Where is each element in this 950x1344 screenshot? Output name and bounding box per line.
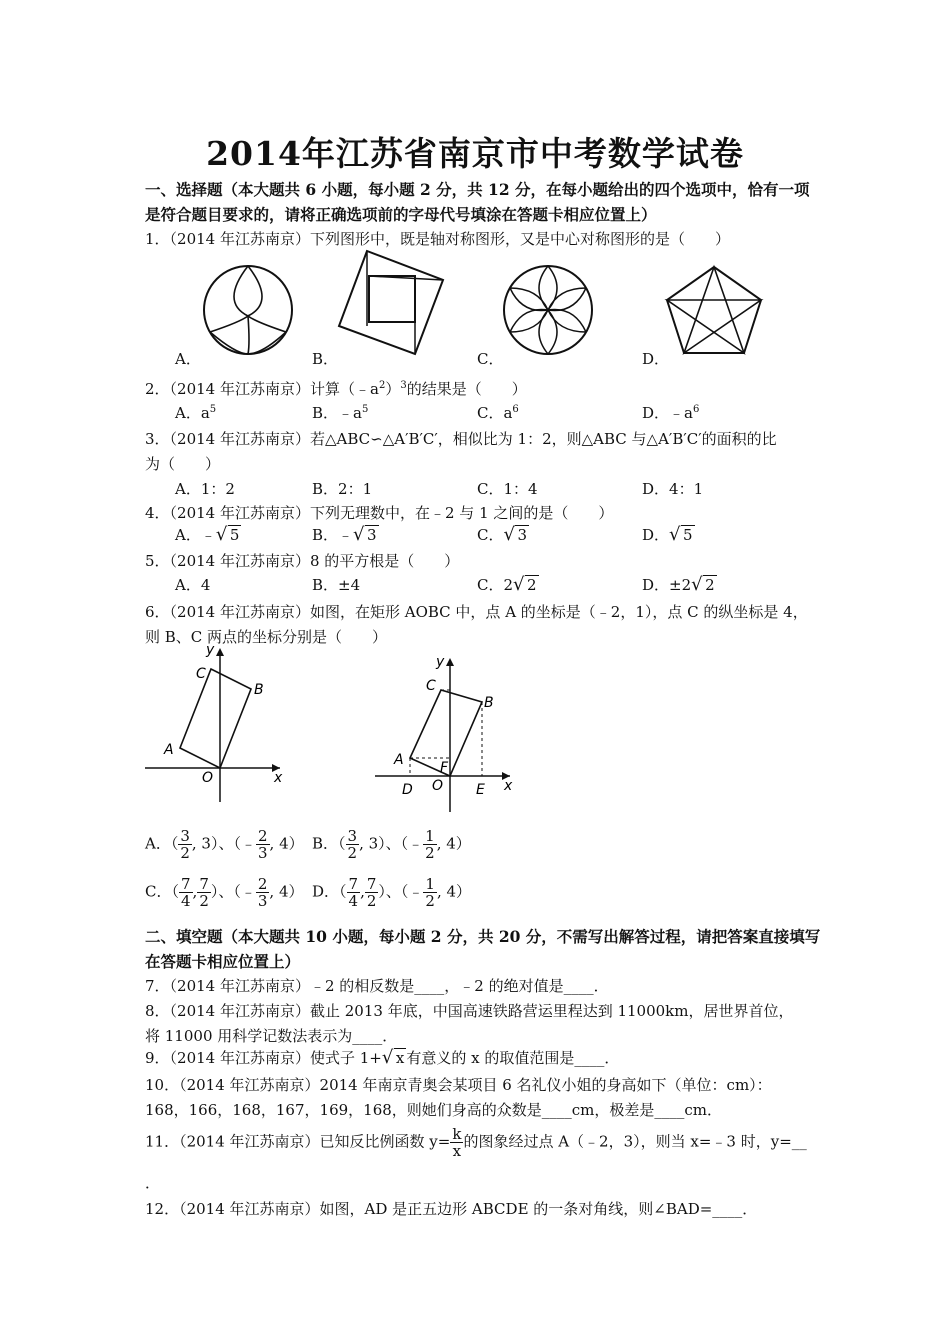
page-title: 2014年江苏省南京市中考数学试卷 bbox=[206, 134, 744, 173]
q10-stem-line1: 10．（2014 年江苏南京）2014 年南京青奥会某项目 6 名礼仪小姐的身高如下（单位：cm）： bbox=[145, 1076, 772, 1094]
q8-stem-line1: 8．（2014 年江苏南京）截止 2013 年底，中国高速铁路营运里程达到 11000km，居世界首位， bbox=[145, 1002, 794, 1020]
q11-stem-line2: ． bbox=[145, 1174, 161, 1192]
q1-figure-a bbox=[200, 262, 300, 362]
q2-option-c[interactable]: C．$a^6$ bbox=[477, 404, 519, 422]
q1-option-b[interactable]: B． bbox=[312, 350, 339, 368]
fig2-label-f: F bbox=[440, 760, 449, 776]
q6-figure-2 bbox=[370, 652, 520, 814]
section2-heading-line1: 二、填空题（本大题共 10 小题，每小题 2 分，共 20 分，不需写出解答过程，请把答案直接填写 bbox=[145, 927, 821, 946]
section1-heading-line2: 是符合题目要求的，请将正确选项前的字母代号填涂在答题卡相应位置上） bbox=[145, 205, 657, 224]
q4-option-b[interactable]: B．﹣ √ 3 bbox=[312, 524, 377, 545]
q3-option-b[interactable]: B．2：1 bbox=[312, 480, 373, 498]
q6-option-d[interactable]: D．（ $\frac{7}{4}$ , $\frac{7}{2}$ ）、（﹣ $\frac{1}{2}$ , 4） bbox=[312, 875, 472, 910]
q3-stem-line2: 为（ ） bbox=[145, 455, 221, 473]
q2-option-d[interactable]: D．$﹣a^6$ bbox=[642, 404, 700, 422]
q3-option-c[interactable]: C．1：4 bbox=[477, 480, 538, 498]
q6-option-b[interactable]: B．（ $\frac{3}{2}$ , 3）、（﹣ $\frac{1}{2}$ , 4） bbox=[312, 827, 471, 862]
fig1-label-a: A bbox=[164, 742, 174, 758]
q5-option-b[interactable]: B．±4 bbox=[312, 576, 361, 594]
fig2-label-c: C bbox=[426, 678, 436, 694]
q1-figure-d bbox=[662, 262, 767, 357]
fig1-label-o: O bbox=[202, 770, 214, 786]
q4-option-c[interactable]: C． √ 3 bbox=[477, 524, 528, 545]
fig1-label-x: x bbox=[274, 770, 283, 786]
q5-option-c[interactable]: C．2 √ 2 bbox=[477, 574, 537, 595]
q2-stem: 2．（2014 年江苏南京）计算$(﹣a^2)^3$的结果是（ ） bbox=[145, 380, 527, 398]
q4-option-d[interactable]: D． √ 5 bbox=[642, 524, 693, 545]
q6-option-c[interactable]: C．（ $\frac{7}{4}$ , $\frac{7}{2}$ ）、（﹣ $\frac{2}{3}$ , 4） bbox=[145, 875, 304, 910]
section2-heading-line2: 在答题卡相应位置上） bbox=[145, 952, 301, 971]
fig1-label-y: y bbox=[206, 642, 215, 658]
fig2-label-e: E bbox=[476, 782, 485, 798]
q8-stem-line2: 将 11000 用科学记数法表示为____． bbox=[145, 1027, 398, 1045]
q7-stem: 7．（2014 年江苏南京）﹣2 的相反数是____，﹣2 的绝对值是____． bbox=[145, 977, 609, 995]
q1-option-c[interactable]: C． bbox=[477, 350, 504, 368]
fig1-label-c: C bbox=[196, 666, 206, 682]
q3-stem-line1: 3．（2014 年江苏南京）若△ABC∽△A′B′C′，相似比为 1：2，则△ABC 与△A′B′C′的面积的比 bbox=[145, 430, 777, 448]
q1-figure-c bbox=[500, 262, 600, 362]
q3-option-d[interactable]: D．4：1 bbox=[642, 480, 704, 498]
q9-stem: 9．（2014 年江苏南京）使式子 1+ √ x 有意义的 x 的取值范围是____． bbox=[145, 1047, 620, 1068]
q10-stem-line2: 168，166，168，167，169，168，则她们身高的众数是____cm，极差是____cm． bbox=[145, 1101, 723, 1119]
fig1-label-b: B bbox=[254, 682, 264, 698]
q5-option-a[interactable]: A．4 bbox=[175, 576, 211, 594]
fig2-label-y: y bbox=[436, 654, 445, 670]
q1-option-d[interactable]: D． bbox=[642, 350, 670, 368]
q2-option-a[interactable]: A．$a^5$ bbox=[175, 404, 217, 422]
section1-heading-line1: 一、选择题（本大题共 6 小题，每小题 2 分，共 12 分，在每小题给出的四个选项中，恰有一项 bbox=[145, 180, 810, 199]
q6-stem-line2: 则 B、C 两点的坐标分别是（ ） bbox=[145, 628, 388, 646]
fig2-label-o: O bbox=[432, 778, 444, 794]
q11-stem: 11．（2014 年江苏南京）已知反比例函数 y= $\frac{k}{x}$ 的图象经过点 A（﹣2，3），则当 x=﹣3 时，y=__ bbox=[145, 1125, 807, 1160]
q3-option-a[interactable]: A．1：2 bbox=[175, 480, 235, 498]
q1-figure-b bbox=[335, 248, 450, 360]
q5-option-d[interactable]: D．±2 √ 2 bbox=[642, 574, 715, 595]
q4-stem: 4．（2014 年江苏南京）下列无理数中，在﹣2 与 1 之间的是（ ） bbox=[145, 504, 614, 522]
q6-stem-line1: 6．（2014 年江苏南京）如图，在矩形 AOBC 中，点 A 的坐标是（﹣2，1），点 C 的纵坐标是 4， bbox=[145, 603, 808, 621]
fig2-label-d: D bbox=[402, 782, 413, 798]
fig2-label-x: x bbox=[504, 778, 513, 794]
q1-option-a[interactable]: A． bbox=[175, 350, 201, 368]
fig2-label-a: A bbox=[394, 752, 404, 768]
q12-stem: 12．（2014 年江苏南京）如图，AD 是正五边形 ABCDE 的一条对角线，则∠BAD=____． bbox=[145, 1200, 758, 1218]
q6-option-a[interactable]: A．（ $\frac{3}{2}$ , 3）、（﹣ $\frac{2}{3}$ , 4） bbox=[145, 827, 304, 862]
q4-option-a[interactable]: A．﹣ √ 5 bbox=[175, 524, 240, 545]
q2-option-b[interactable]: B．$﹣a^5$ bbox=[312, 404, 369, 422]
q1-stem: 1．（2014 年江苏南京）下列图形中，既是轴对称图形，又是中心对称图形的是（ ） bbox=[145, 230, 730, 248]
q6-figure-1 bbox=[140, 642, 290, 804]
fig2-label-b: B bbox=[484, 695, 494, 711]
q5-stem: 5．（2014 年江苏南京）8 的平方根是（ ） bbox=[145, 552, 460, 570]
